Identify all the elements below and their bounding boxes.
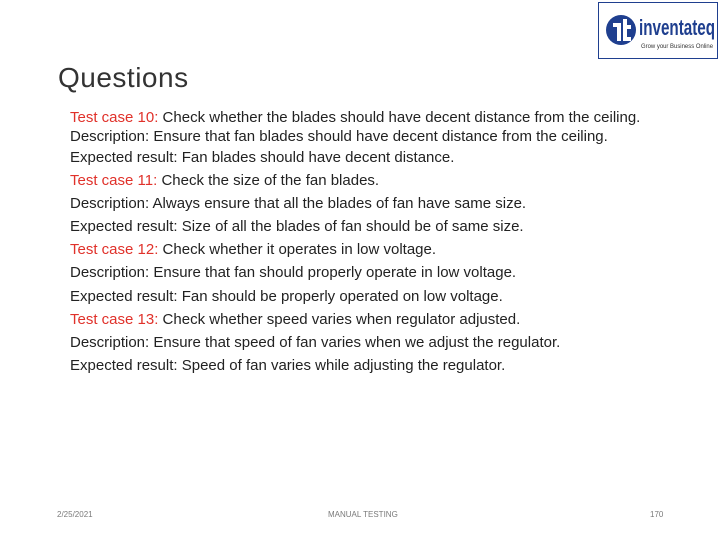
description-line: Description: Ensure that fan blades should have decent distance from the ceiling. (70, 128, 608, 145)
description-line: Description: Ensure that fan should properly operate in low voltage. (70, 264, 517, 282)
test-case-line (70, 308, 670, 331)
expected-result-line: Expected result: Size of all the blades of fan should be of same size. (70, 218, 524, 236)
slide-body (70, 108, 670, 377)
logo-wordmark: inventateq (639, 15, 715, 40)
test-case-label: Test case 11: (70, 172, 158, 190)
logo-tagline: Grow your Business Online (641, 44, 714, 50)
test-case-text: Check the size of the fan blades. (157, 172, 380, 190)
expected-result-line: Expected result: Fan blades should have decent distance. (70, 149, 455, 166)
footer-title: MANUAL TESTING (328, 510, 398, 519)
test-case-text: Check whether it operates in low voltage. (158, 241, 437, 259)
test-case-text: Check whether the blades should have decent distance from the ceiling. (158, 109, 641, 126)
description-line: Description: Always ensure that all the blades of fan have same size. (70, 195, 527, 213)
test-case-line (70, 238, 670, 261)
footer-page-number: 170 (650, 510, 664, 519)
test-case-label: Test case 13: (70, 310, 159, 328)
brand-logo (598, 2, 718, 59)
test-case-label: Test case 12: (70, 241, 159, 259)
test-case-line (70, 108, 670, 127)
footer-date: 2/25/2021 (57, 510, 93, 519)
test-case-text: Check whether speed varies when regulator adjusted. (158, 310, 521, 328)
slide-title: Questions (58, 62, 189, 93)
test-case-label: Test case 10: (70, 109, 159, 126)
description-line: Description: Ensure that speed of fan varies when we adjust the regulator. (70, 333, 561, 351)
expected-result-line: Expected result: Fan should be properly operated on low voltage. (70, 287, 503, 305)
test-case-line (70, 169, 670, 192)
expected-result-line: Expected result: Speed of fan varies while adjusting the regulator. (70, 356, 506, 374)
it-monogram-icon (599, 3, 717, 58)
